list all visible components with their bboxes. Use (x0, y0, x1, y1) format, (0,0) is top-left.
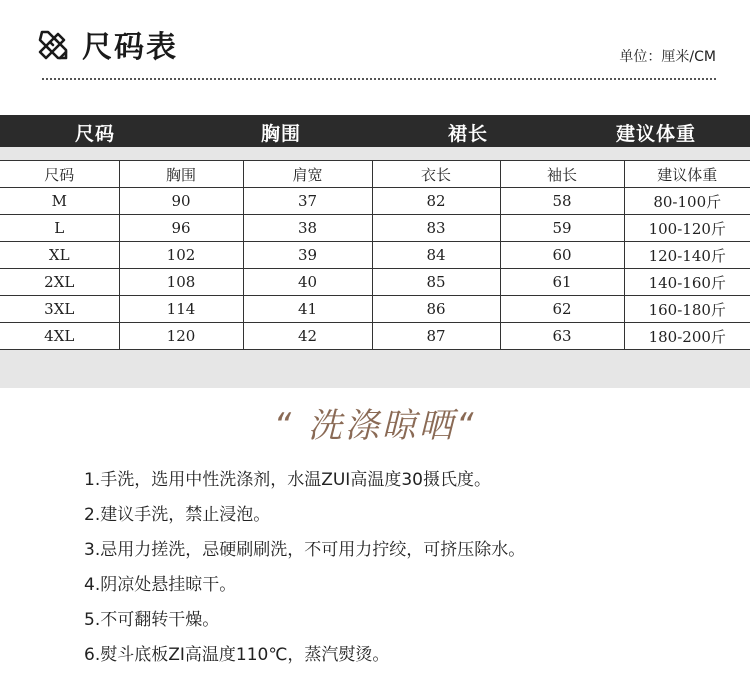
table-cell: 180-200斤 (624, 323, 750, 350)
table-cell: 62 (500, 296, 624, 323)
dotted-divider (42, 78, 716, 80)
table-cell: 63 (500, 323, 624, 350)
table-cell: L (0, 215, 119, 242)
column-header: 肩宽 (243, 161, 372, 188)
table-cell: 102 (119, 242, 243, 269)
wash-section-title: “ 洗涤晾晒“ (273, 406, 477, 446)
table-cell: 83 (372, 215, 500, 242)
table-cell: 85 (372, 269, 500, 296)
list-item: 1.手洗，选用中性洗涤剂，水温ZUI高温度30摄氏度。 (84, 470, 491, 490)
size-table (0, 160, 750, 350)
list-item: 4.阴凉处悬挂晾干。 (84, 575, 237, 595)
table-cell: 82 (372, 188, 500, 215)
table-row (0, 296, 750, 323)
wash-instructions-list (84, 466, 525, 676)
table-cell: M (0, 188, 119, 215)
table-cell: 96 (119, 215, 243, 242)
table-cell: 90 (119, 188, 243, 215)
table-row (0, 188, 750, 215)
table-cell: 140-160斤 (624, 269, 750, 296)
table-cell: 37 (243, 188, 372, 215)
table-cell: 60 (500, 242, 624, 269)
table-cell: XL (0, 242, 119, 269)
table-cell: 100-120斤 (624, 215, 750, 242)
table-cell: 87 (372, 323, 500, 350)
table-cell: 39 (243, 242, 372, 269)
list-item: 2.建议手洗，禁止浸泡。 (84, 505, 271, 525)
table-cell: 86 (372, 296, 500, 323)
column-header: 袖长 (500, 161, 624, 188)
ruler-pencil-icon (36, 28, 70, 62)
unit-label: 单位：厘米/CM (619, 49, 716, 65)
column-header: 尺码 (0, 161, 119, 188)
table-cell: 61 (500, 269, 624, 296)
list-item: 5.不可翻转干燥。 (84, 610, 220, 630)
table-cell: 160-180斤 (624, 296, 750, 323)
table-cell: 59 (500, 215, 624, 242)
table-row (0, 215, 750, 242)
table-header-row (0, 161, 750, 188)
bar-label-bust: 胸围 (260, 123, 302, 145)
column-header: 建议体重 (624, 161, 750, 188)
table-row (0, 242, 750, 269)
table-cell: 4XL (0, 323, 119, 350)
bar-label-skirt-length: 裙长 (447, 123, 489, 145)
column-header: 胸围 (119, 161, 243, 188)
table-cell: 3XL (0, 296, 119, 323)
table-cell: 84 (372, 242, 500, 269)
table-cell: 42 (243, 323, 372, 350)
list-item: 3.忌用力搓洗，忌硬刷刷洗，不可用力拧绞，可挤压除水。 (84, 540, 526, 560)
page-title: 尺码表 (82, 30, 178, 65)
table-cell: 2XL (0, 269, 119, 296)
table-cell: 40 (243, 269, 372, 296)
bar-label-weight: 建议体重 (615, 123, 697, 145)
table-cell: 58 (500, 188, 624, 215)
column-header: 衣长 (372, 161, 500, 188)
table-cell: 120 (119, 323, 243, 350)
table-cell: 38 (243, 215, 372, 242)
table-row (0, 323, 750, 350)
table-cell: 120-140斤 (624, 242, 750, 269)
size-header-bar (0, 115, 750, 147)
table-cell: 108 (119, 269, 243, 296)
table-row (0, 269, 750, 296)
table-cell: 114 (119, 296, 243, 323)
table-cell: 80-100斤 (624, 188, 750, 215)
bar-label-size: 尺码 (74, 123, 116, 145)
table-cell: 41 (243, 296, 372, 323)
list-item: 6.熨斗底板ZI高温度110℃，蒸汽熨烫。 (84, 645, 390, 665)
